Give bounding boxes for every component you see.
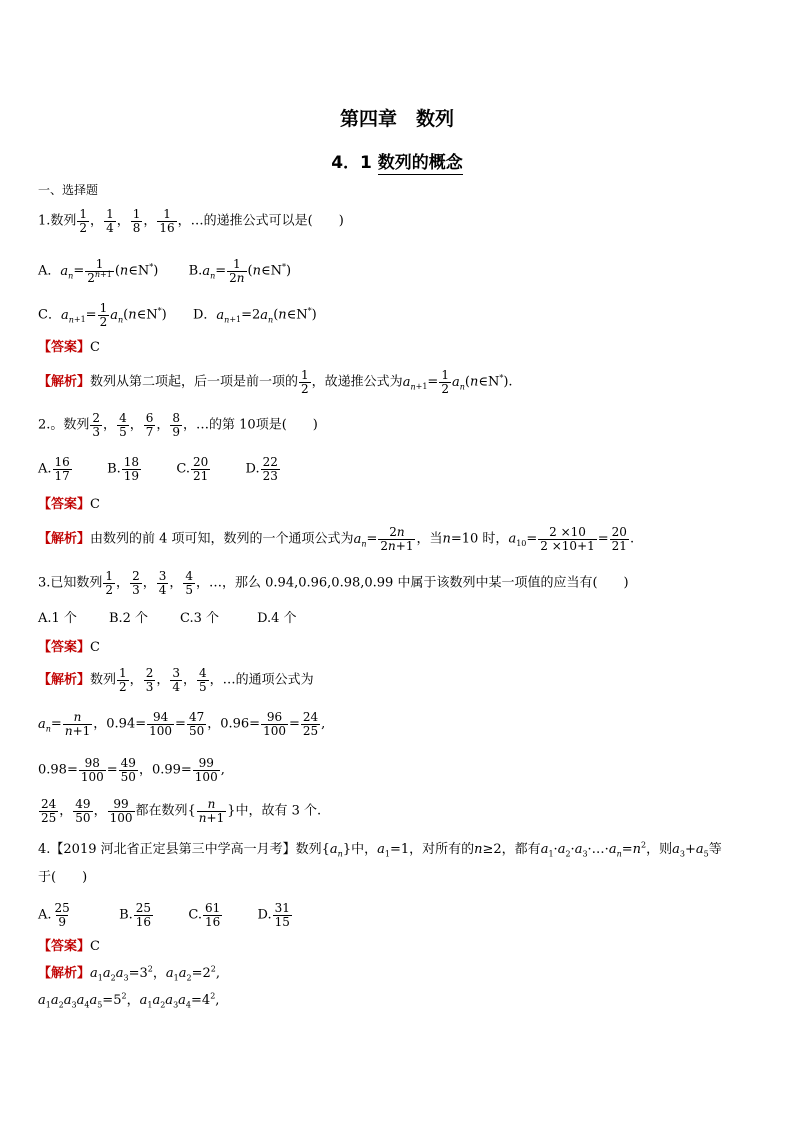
- question-4: 4.【2019 河北省正定县第三中学高一月考】数列$\{a_n\}$中，$a_1=1$，对所有的n≥2，都有$a_1\cdot a_2\cdot a_3\cdot\dots\cdot a_n=n^2$，则$a_3+a_5$等: [38, 840, 722, 859]
- section-name: 数列的概念: [377, 153, 463, 173]
- section-title: [0, 148, 794, 173]
- q3-analysis-line4: $\frac{24}{25}$ ， $\frac{49}{50}$ ， $\frac{99}{100}$ 都在数列{ $\frac{n}{n+1}$ }中，故有 3 个.: [41, 797, 322, 825]
- q3-answer: 【答案】C: [38, 640, 100, 655]
- q2-answer: 【答案】C: [38, 497, 100, 512]
- q1-analysis: 【解析】数列从第二项起，后一项是前一项的 $\frac{1}{2}$ ，故递推公式为$a_{n+1}=$ $\frac{1}{2}$ $a_n(n\in N^*)$.: [38, 368, 513, 396]
- q1-options-ab: A．$a_n=$ $\frac{1}{2^{n+1}}$ (n∈N*) $B.a_n=$ $\frac{1}{2n}$ (n∈N*): [38, 257, 292, 285]
- q3-analysis-line3: 0.98= $\frac{98}{100}$ = $\frac{49}{50}$ ，0.99= $\frac{99}{100}$ ,: [38, 756, 225, 784]
- q4-answer: 【答案】C: [38, 939, 100, 954]
- question-1: 1.数列 $\frac{1}{2}$ ， $\frac{1}{4}$ ， $\frac{1}{8}$ ， $\frac{1}{16}$ ，…的递推公式可以是( ): [38, 207, 344, 235]
- q4-options: A. $\frac{25}{9}$ B. $\frac{25}{16}$ C. $\frac{61}{16}$ D. $\frac{31}{15}$: [38, 901, 290, 929]
- q2-options: A. $\frac{16}{17}$ B. $\frac{18}{19}$ C. $\frac{20}{21}$ D. $\frac{22}{23}$: [38, 455, 278, 483]
- q1-suffix: ，…的递推公式可以是( ): [177, 213, 344, 229]
- question-3: 3.已知数列 $\frac{1}{2}$ ， $\frac{2}{3}$ ， $\frac{3}{4}$ ， $\frac{4}{5}$ ，…，那么 0.94,0.96,0.98,0.99 中属于该数列中某一项值的应当有( ): [38, 569, 629, 597]
- part-heading: 一、选择题: [38, 183, 99, 197]
- q4-line2: 于( ): [38, 870, 88, 885]
- q1-prefix: 1.数列: [38, 213, 77, 229]
- q1-answer: 【答案】C: [38, 340, 100, 355]
- q4-analysis: 【解析】$a_1a_2a_3=3^2$，$a_1a_2=2^2$,: [38, 964, 220, 983]
- section-number: 4．1: [331, 153, 372, 173]
- q3-analysis: 【解析】数列 $\frac{1}{2}$ ， $\frac{2}{3}$ ， $\frac{3}{4}$ ， $\frac{4}{5}$ ，…的通项公式为: [38, 666, 314, 694]
- q1-options-cd: C．$a_{n+1}=$ $\frac{1}{2}$ $a_n(n\in N^*)$ D．$a_{n+1}=2a_n(n\in N^*)$: [38, 301, 317, 329]
- q3-analysis-line2: $a_n=$ $\frac{n}{n+1}$ ，0.94= $\frac{94}{100}$ = $\frac{47}{50}$ ，0.96= $\frac{96}{100}$ = $\frac{24}{25}$ ,: [38, 710, 326, 738]
- question-2: 2.。数列 $\frac{2}{3}$ ， $\frac{4}{5}$ ， $\frac{6}{7}$ ， $\frac{8}{9}$ ，…的第 10项是( ): [38, 411, 318, 439]
- q3-options: A.1 个 B.2 个 C.3 个 D.4 个: [38, 611, 297, 626]
- chapter-title: 第四章 数列: [339, 108, 454, 130]
- q2-analysis: 【解析】由数列的前 4 项可知，数列的一个通项公式为$a_n=$ $\frac{2n}{2n+1}$ ，当n=10 时，$a_{10}=$ $\frac{2 \times 10}{2 \times 10+1}$ = $\frac{20}{21}$ .: [38, 525, 635, 553]
- q4-analysis-line2: $a_1a_2a_3a_4a_5=5^2$，$a_1a_2a_3a_4=4^2$,: [38, 991, 220, 1010]
